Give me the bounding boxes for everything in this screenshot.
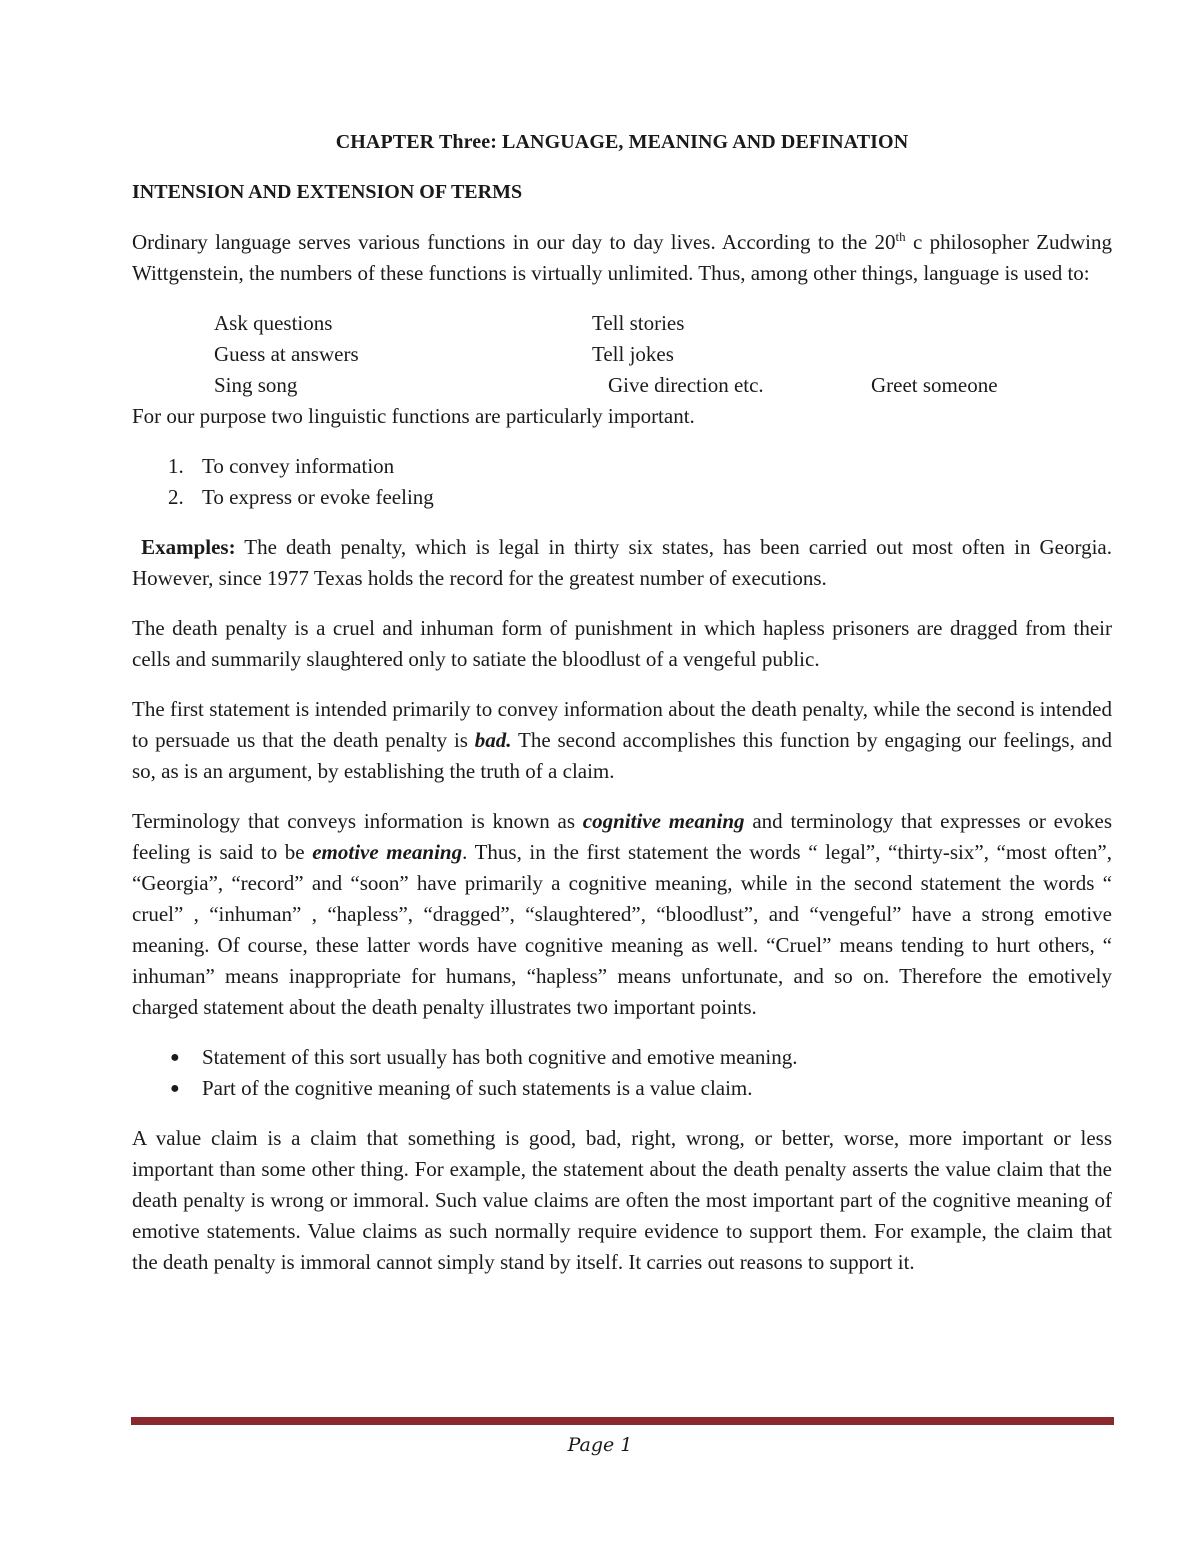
function-greet-someone: Greet someone (871, 373, 998, 397)
function-tell-stories: Tell stories (592, 311, 685, 335)
section-heading: INTENSION AND EXTENSION OF TERMS (132, 181, 523, 203)
bullet-icon: ● (170, 1080, 180, 1097)
function-give-direction: Give direction etc. (608, 373, 764, 397)
footer-rule (131, 1417, 1114, 1425)
bullet-icon: ● (170, 1049, 180, 1066)
list-item-text: Part of the cognitive meaning of such statements is a value claim. (202, 1076, 753, 1100)
list-item-text: To express or evoke feeling (202, 485, 434, 509)
list-item (132, 482, 1112, 513)
bold-term-bad: bad. (474, 728, 512, 752)
purposes-list (132, 451, 1112, 513)
language-functions-grid (132, 308, 1112, 401)
list-item-text: Statement of this sort usually has both cognitive and emotive meaning. (202, 1045, 798, 1069)
intro-text-b: c philosopher Zudwing Wittgenstein, the numbers of these functions is virtually unlimited. Thus, among other things, language is used to: (132, 230, 1112, 285)
list-number: 1. (168, 454, 184, 478)
page-number: Page 1 (567, 1434, 633, 1456)
value-claim-paragraph: A value claim is a claim that something is good, bad, right, wrong, or better, worse, more important or less important than some other thing. For example, the statement about the death penalty asserts the value claim that the death penalty is wrong or immoral. Such value claims are often the most important part of the cognitive meaning of emotive statements. Value claims as such normally require evidence to support them. For example, the claim that the death penalty is immoral cannot simply stand by itself. It carries out reasons to support it. (132, 1126, 1112, 1274)
function-ask-questions: Ask questions (214, 311, 333, 335)
term-emotive-meaning: emotive meaning (312, 840, 463, 864)
function-guess-answers: Guess at answers (214, 342, 359, 366)
purpose-intro: For our purpose two linguistic functions are particularly important. (132, 404, 695, 428)
second-statement-paragraph: The death penalty is a cruel and inhuman form of punishment in which hapless prisoners are dragged from their cells and summarily slaughtered only to satiate the bloodlust of a vengeful public. (132, 616, 1112, 671)
function-tell-jokes: Tell jokes (592, 342, 674, 366)
terminology-text-b: and terminology that expresses or evokes feeling is said to be (132, 809, 1112, 864)
list-item (132, 1042, 1112, 1073)
function-sing-song: Sing song (214, 373, 298, 397)
terminology-text-a: Terminology that conveys information is known as (132, 809, 583, 833)
list-item (132, 1073, 1112, 1104)
list-item (132, 451, 1112, 482)
examples-text: The death penalty, which is legal in thirty six states, has been carried out most often in Georgia. However, since 1977 Texas holds the record for the greatest number of executions. (132, 535, 1113, 590)
examples-paragraph (132, 532, 1112, 594)
comparison-paragraph (132, 694, 1112, 787)
terminology-text-c: . Thus, in the first statement the words “ legal”, “thirty-six”, “most often”, “Georgia”, “record” and “soon” have primarily a cognitive meaning, while in the second statement the words “ cruel” , “inhuman” , “hapless”, “dragged”, “slaughtered”, “bloodlust”, and “vengeful” have a strong emotive meaning. Of course, these latter words have cognitive meaning as well. “Cruel” means tending to hurt others, “ inhuman” means inappropriate for humans, “hapless” means unfortunate, and so on. Therefore the emotively charged statement about the death penalty illustrates two important points. (132, 840, 1112, 1019)
terminology-paragraph (132, 806, 1112, 1023)
chapter-title: CHAPTER Three: LANGUAGE, MEANING AND DEFINATION (335, 131, 909, 153)
comparison-text-b: The second accomplishes this function by engaging our feelings, and so, as is an argument, by establishing the truth of a claim. (132, 728, 1112, 783)
ordinal-superscript: th (895, 229, 906, 244)
intro-paragraph (132, 227, 1112, 289)
intro-text-a: Ordinary language serves various functions in our day to day lives. According to the 20 (132, 230, 896, 254)
page-content (132, 127, 1112, 1297)
term-cognitive-meaning: cognitive meaning (582, 809, 745, 833)
examples-label: Examples: (141, 535, 236, 559)
list-number: 2. (168, 485, 184, 509)
list-item-text: To convey information (202, 454, 395, 478)
comparison-text-a: The first statement is intended primarily to convey information about the death penalty, while the second is intended to persuade us that the death penalty is (132, 697, 1112, 752)
points-list (132, 1042, 1112, 1104)
